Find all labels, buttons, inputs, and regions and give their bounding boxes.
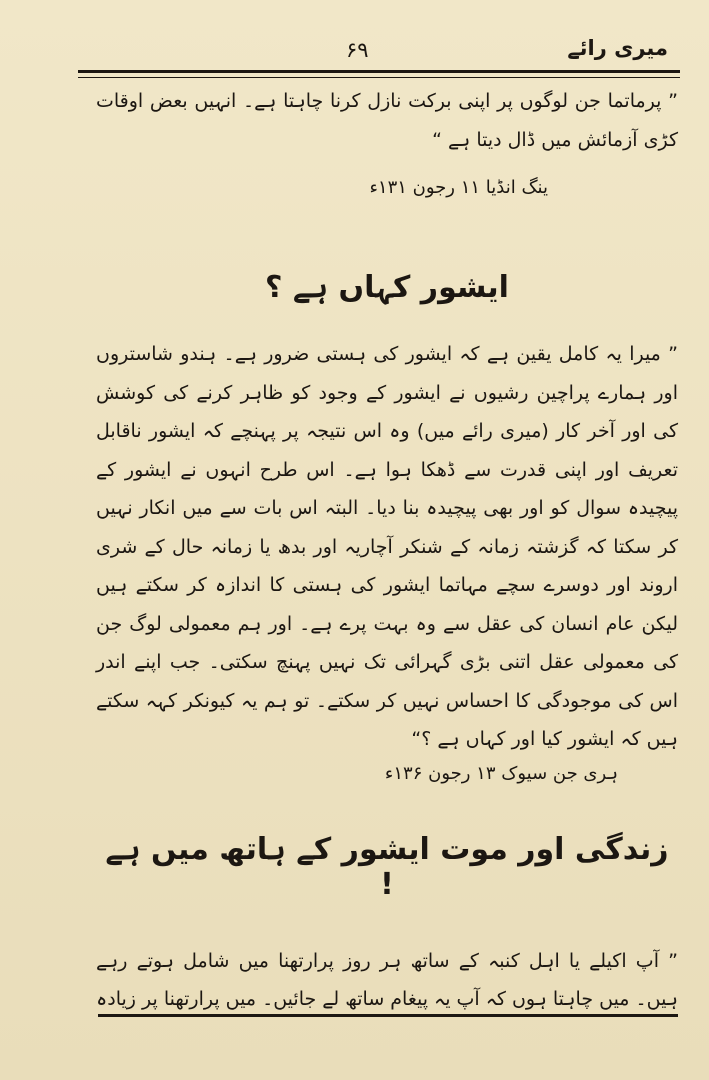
page-content [96, 82, 678, 1019]
running-head: میری رائے [567, 36, 668, 60]
page-number: ۶۹ [346, 38, 369, 62]
body-paragraph: ” میرا یہ کامل یقین ہے کہ ایشور کی ہستی ضرور ہے۔ ہندو شاستروں اور ہمارے پراچین رشیوں نے ایشور کے وجود کو ظاہر کرنے کی کوشش کی اور آخر کار (میری رائے میں) وہ اس نتیجہ پر پہنچے کہ ایشور ناقابل تعریف اور اپنی قدرت سے ڈھکا ہوا ہے۔ اس طرح انہوں نے ایشور کے پیچیدہ سوال کو اور بھی پیچیدہ بنا دیا۔ البتہ اس بات سے میں انکار نہیں کر سکتا کہ گزشتہ زمانہ کے شنکر آچاریہ اور بدھ یا زمانہ حال کے شری اروند اور دوسرے سچے مہاتما ایشور کی ہستی کا اندازہ کر سکتے ہیں لیکن عام انسان کی عقل سے وہ بہت پرے ہے۔ اور ہم معمولی لوگ جن کی معمولی عقل اتنی بڑی گہرائی تک نہیں پہنچ سکتی۔ جب اپنے اندر اس کی موجودگی کا احساس نہیں کر سکتے۔ تو ہم یہ کیونکر کہہ سکتے ہیں کہ ایشور کیا اور کہاں ہے ؟“ [96, 343, 678, 750]
quote-paragraph: ” پرماتما جن لوگوں پر اپنی برکت نازل کرنا چاہتا ہے۔ انہیں بعض اوقات کڑی آزمائش میں ڈال دیتا ہے “ [96, 90, 678, 151]
section-heading: ایشور کہاں ہے ؟ [265, 270, 509, 305]
section-heading: زندگی اور موت ایشور کے ہاتھ میں ہے ! [105, 831, 669, 902]
header-rule [78, 70, 680, 78]
source-citation: ینگ انڈیا ۱۱ رجون ۱۳۱ء [369, 177, 548, 198]
body-paragraph: ” آپ اکیلے یا اہل کنبہ کے ساتھ ہر روز پرارتھنا میں شامل ہوتے رہے ہیں۔ میں چاہتا ہوں کہ آپ یہ پیغام ساتھ لے جائیں۔ میں پرارتھنا پر زیادہ [96, 949, 678, 1010]
footer-rule [98, 1014, 678, 1017]
source-citation: ہری جن سیوک ۱۳ رجون ۱۳۶ء [384, 762, 618, 784]
